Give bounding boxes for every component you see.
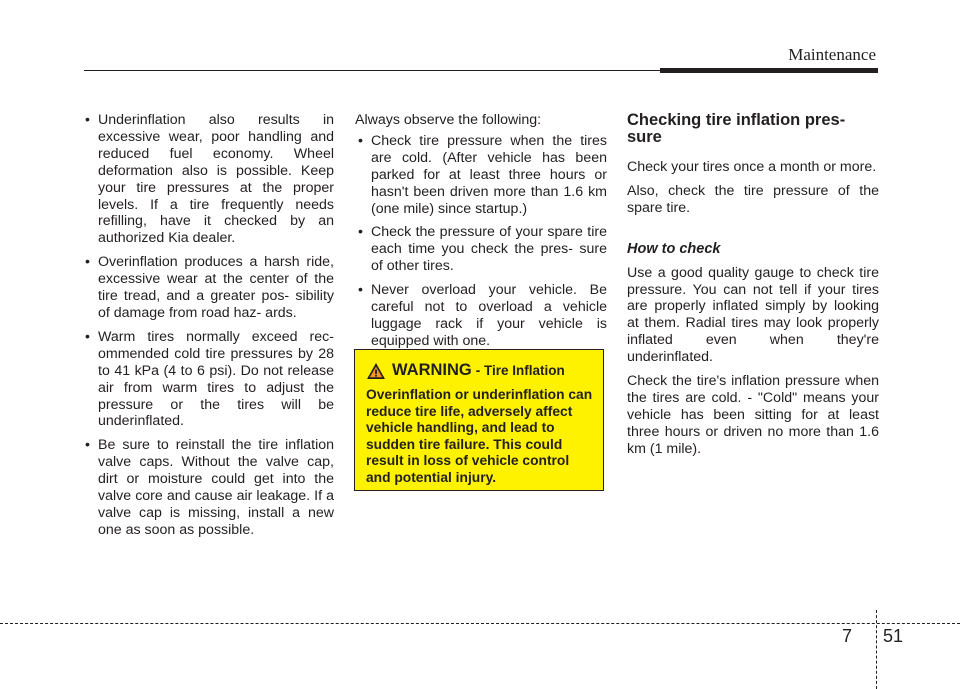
list-item: • Underinflation also results in excessive wear, poor handling and reduced fuel economy. Wheel deformation also is possible. Keep your tire pressures at the proper levels. If a tire frequently needs refilling, have it checked by an authorized Kia dealer. — [82, 112, 334, 247]
section-title: Maintenance — [788, 45, 876, 64]
footer-divider — [876, 610, 877, 689]
warning-triangle-icon — [366, 362, 386, 380]
column-middle — [355, 112, 607, 357]
bullet-list — [355, 133, 607, 350]
intro-text: Always observe the following: — [355, 112, 542, 128]
list-item: • Warm tires normally exceed rec- ommended cold tire pressures by 28 to 41 kPa (4 to 6 psi). Do not release air from warm tires to adjust the pressure or the tires will be underinflated. — [82, 329, 334, 430]
chapter-number: 7 — [842, 626, 853, 646]
list-item: • Check tire pressure when the tires are cold. (After vehicle has been parked for at least three hours or hasn't been driven more than 1.6 km (one mile) since startup.) — [355, 133, 607, 218]
list-item: • Be sure to reinstall the tire inflation valve caps. Without the valve cap, dirt or moisture could get into the valve core and cause air leakage. If a valve cap is missing, install a new one as soon as possible. — [82, 437, 334, 538]
paragraph: Check your tires once a month or more. — [627, 159, 877, 175]
page-number: 51 — [883, 626, 904, 646]
list-item: • Check the pressure of your spare tire each time you check the pres- sure of other tires. — [355, 224, 607, 275]
paragraph: Also, check the tire pressure of the spare tire. — [627, 182, 879, 216]
header-rule — [84, 70, 662, 71]
list-item: • Never overload your vehicle. Be careful not to overload a vehicle luggage rack if your vehicle is equipped with one. — [355, 282, 607, 350]
bullet-list — [82, 112, 334, 539]
warning-header — [366, 361, 593, 380]
warning-box — [354, 349, 604, 491]
footer-rule — [0, 623, 960, 624]
column-right — [627, 112, 879, 465]
paragraph: Use a good quality gauge to check tire pressure. You can not tell if your tires are properly inflated simply by looking at them. Radial tires may look properly inflated even when they're underinflated. — [627, 264, 879, 366]
column-left — [82, 112, 334, 546]
section-heading: Checking tire inflation pres- sure — [627, 111, 846, 146]
header-rule-accent — [660, 68, 878, 73]
warning-subtitle: - Tire Inflation — [475, 363, 565, 378]
sub-heading: How to check — [627, 240, 721, 257]
list-item: • Overinflation produces a harsh ride, excessive wear at the center of the tire tread, and a greater pos- sibility of damage from road haz- ards. — [82, 254, 334, 322]
warning-label: WARNING — [392, 361, 472, 379]
paragraph: Check the tire's inflation pressure when the tires are cold. - "Cold" means your vehicle has been sitting for at least three hours or driven no more than 1.6 km (1 mile). — [627, 373, 879, 457]
warning-text: Overinflation or underinflation can reduce tire life, adversely affect vehicle handling, and lead to sudden tire failure. This could result in loss of vehicle control and potential injury. — [366, 387, 593, 485]
